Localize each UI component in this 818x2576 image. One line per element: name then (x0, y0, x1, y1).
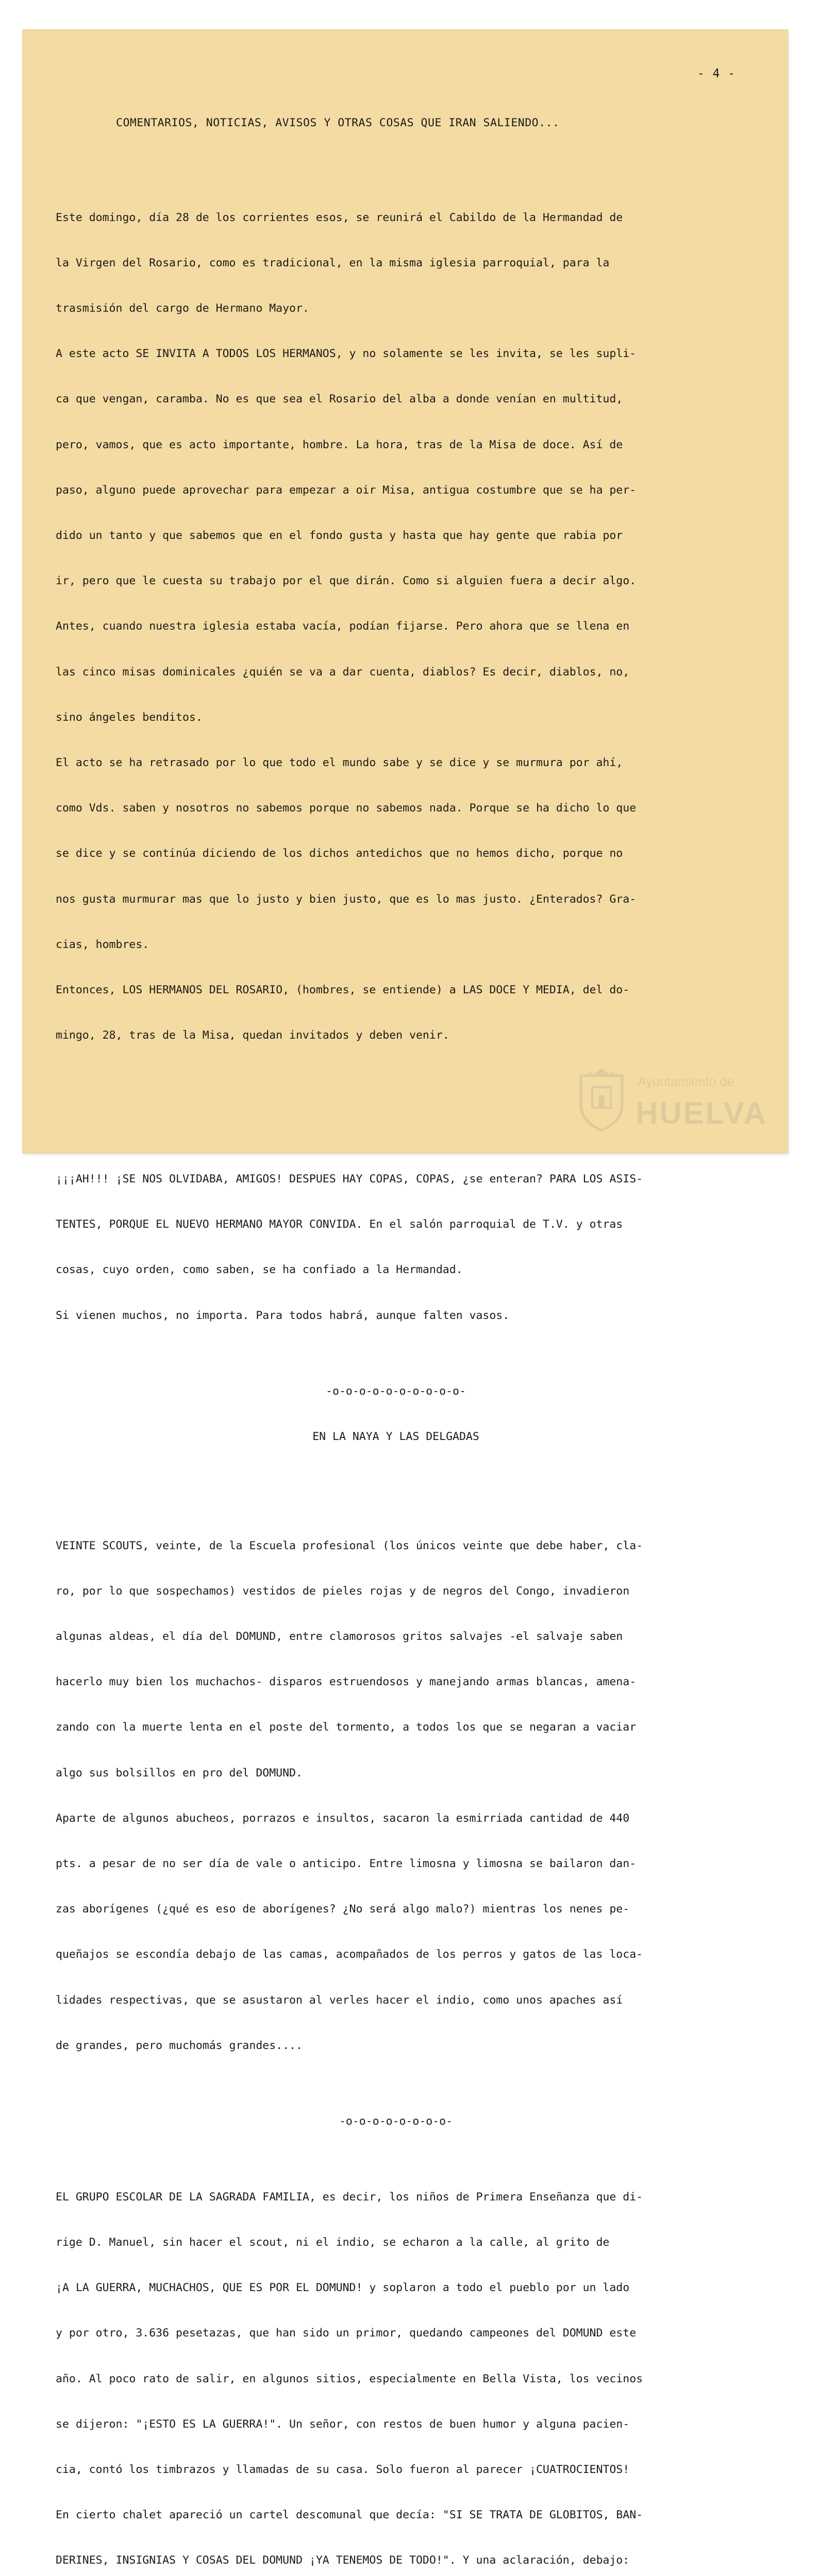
text-line: como Vds. saben y nosotros no sabemos porque no sabemos nada. Porque se ha dicho lo que (56, 802, 637, 815)
text-line: ¡A LA GUERRA, MUCHACHOS, QUE ES POR EL DOMUND! y soplaron a todo el pueblo por un lado (56, 2281, 630, 2295)
section-subheading: EN LA NAYA Y LAS DELGADAS (312, 1430, 479, 1443)
text-line: paso, alguno puede aprovechar para empezar a oir Misa, antigua costumbre que se ha per- (56, 483, 637, 497)
text-line: rige D. Manuel, sin hacer el scout, ni el indio, se echaron a la calle, al grito de (56, 2236, 610, 2249)
text-line: se dijeron: "¡ESTO ES LA GUERRA!". Un señor, con restos de buen humor y alguna pacien- (56, 2417, 630, 2431)
paragraph-grupo-escolar (56, 2159, 767, 2576)
text-line: pts. a pesar de no ser día de vale o anticipo. Entre limosna y limosna se bailaron dan- (56, 1857, 637, 1870)
text-line: hacerlo muy bien los muchachos- disparos estruendosos y manejando armas blancas, amena- (56, 1675, 637, 1689)
text-line: nos gusta murmurar mas que lo justo y bien justo, que es lo mas justo. ¿Enterados? Gra- (56, 892, 637, 906)
text-line: Antes, cuando nuestra iglesia estaba vacía, podían fijarse. Pero ahora que se llena en (56, 620, 630, 633)
text-line: ro, por lo que sospechamos) vestidos de pieles rojas y de negros del Congo, invadieron (56, 1584, 630, 1598)
text-line: cias, hombres. (56, 938, 149, 951)
text-line: ir, pero que le cuesta su trabajo por el que dirán. Como si alguien fuera a decir algo. (56, 574, 637, 588)
text-line: Aparte de algunos abucheos, porrazos e insultos, sacaron la esmirriada cantidad de 440 (56, 1811, 630, 1825)
text-line: mingo, 28, tras de la Misa, quedan invitados y deben venir. (56, 1029, 449, 1042)
divider: -o-o-o-o-o-o-o-o-o-o- (326, 1384, 466, 1398)
text-line: trasmisión del cargo de Hermano Mayor. (56, 302, 309, 315)
document-body (56, 149, 767, 2576)
watermark-line-2: HUELVA (636, 1096, 767, 1130)
text-line: pero, vamos, que es acto importante, hombre. La hora, tras de la Misa de doce. Así de (56, 438, 623, 451)
text-line: de grandes, pero muchomás grandes.... (56, 2039, 303, 2052)
text-line: El acto se ha retrasado por lo que todo el mundo sabe y se dice y se murmura por ahí, (56, 756, 623, 770)
text-line: se dice y se continúa diciendo de los dichos antedichos que no hemos dicho, porque no (56, 847, 623, 860)
text-line: En cierto chalet apareció un cartel descomunal que decía: "SI SE TRATA DE GLOBITOS, BAN- (56, 2509, 643, 2522)
text-line: queñajos se escondía debajo de las camas, acompañados de los perros y gatos de las loca- (56, 1948, 643, 1961)
paragraph-scouts (56, 1508, 767, 2083)
text-line: y por otro, 3.636 pesetazas, que han sido un primor, quedando campeones del DOMUND este (56, 2327, 637, 2340)
text-line: EL GRUPO ESCOLAR DE LA SAGRADA FAMILIA, es decir, los niños de Primera Enseñanza que di- (56, 2190, 643, 2204)
text-line: A este acto SE INVITA A TODOS LOS HERMANOS, y no solamente se les invita, se les supli- (56, 347, 637, 361)
coat-of-arms-icon (575, 1066, 628, 1133)
watermark-line-1: Ayuntamiento de (638, 1075, 734, 1089)
text-line: año. Al poco rato de salir, en algunos sitios, especialmente en Bella Vista, los vecinos (56, 2372, 643, 2385)
page-heading: COMENTARIOS, NOTICIAS, AVISOS Y OTRAS COSAS QUE IRAN SALIENDO... (116, 116, 560, 129)
text-line: ca que vengan, caramba. No es que sea el Rosario del alba a donde venían en multitud, (56, 393, 623, 406)
text-line: Si vienen muchos, no importa. Para todos habrá, aunque falten vasos. (56, 1309, 510, 1322)
text-line: dido un tanto y que sabemos que en el fondo gusta y hasta que hay gente que rabia por (56, 529, 623, 543)
text-line: las cinco misas dominicales ¿quién se va a dar cuenta, diablos? Es decir, diablos, no, (56, 665, 630, 679)
text-line: algunas aldeas, el día del DOMUND, entre clamorosos gritos salvajes -el salvaje saben (56, 1630, 623, 1643)
text-line: cia, contó los timbrazos y llamadas de su casa. Solo fueron al parecer ¡CUATROCIENTOS! (56, 2463, 630, 2477)
text-line: la Virgen del Rosario, como es tradicional, en la misma iglesia parroquial, para la (56, 256, 610, 269)
text-line: TENTES, PORQUE EL NUEVO HERMANO MAYOR CONVIDA. En el salón parroquial de T.V. y otras (56, 1218, 623, 1231)
text-line: DERINES, INSIGNIAS Y COSAS DEL DOMUND ¡YA TENEMOS DE TODO!". Y una aclaración, debajo: (56, 2554, 630, 2567)
page-number: - 4 - (697, 67, 736, 80)
ayuntamiento-watermark (575, 1066, 771, 1139)
text-line: VEINTE SCOUTS, veinte, de la Escuela profesional (los únicos veinte que debe haber, cla- (56, 1539, 643, 1552)
text-line: sino ángeles benditos. (56, 710, 203, 724)
divider: -o-o-o-o-o-o-o-o- (339, 2114, 453, 2128)
paragraph-gap (56, 1475, 767, 1478)
text-line: Este domingo, día 28 de los corrientes esos, se reunirá el Cabildo de la Hermandad de (56, 211, 623, 224)
text-line: algo sus bolsillos en pro del DOMUND. (56, 1766, 303, 1780)
paragraph-hermandad (56, 180, 767, 1074)
text-line: zando con la muerte lenta en el poste del tormento, a todos los que se negaran a vaciar (56, 1721, 637, 1734)
text-line: ¡¡¡AH!!! ¡SE NOS OLVIDABA, AMIGOS! DESPUES HAY COPAS, COPAS, ¿se enteran? PARA LOS ASIS- (56, 1172, 643, 1185)
text-line: zas aborígenes (¿qué es eso de aborígenes? ¿No será algo malo?) mientras los nenes pe- (56, 1903, 630, 1916)
text-line: Entonces, LOS HERMANOS DEL ROSARIO, (hombres, se entiende) a LAS DOCE Y MEDIA, del do- (56, 984, 630, 997)
text-line: cosas, cuyo orden, como saben, se ha confiado a la Hermandad. (56, 1263, 463, 1277)
paragraph-copas (56, 1141, 767, 1353)
text-line: lidades respectivas, que se asustaron al verles hacer el indio, como unos apaches así (56, 1993, 623, 2007)
